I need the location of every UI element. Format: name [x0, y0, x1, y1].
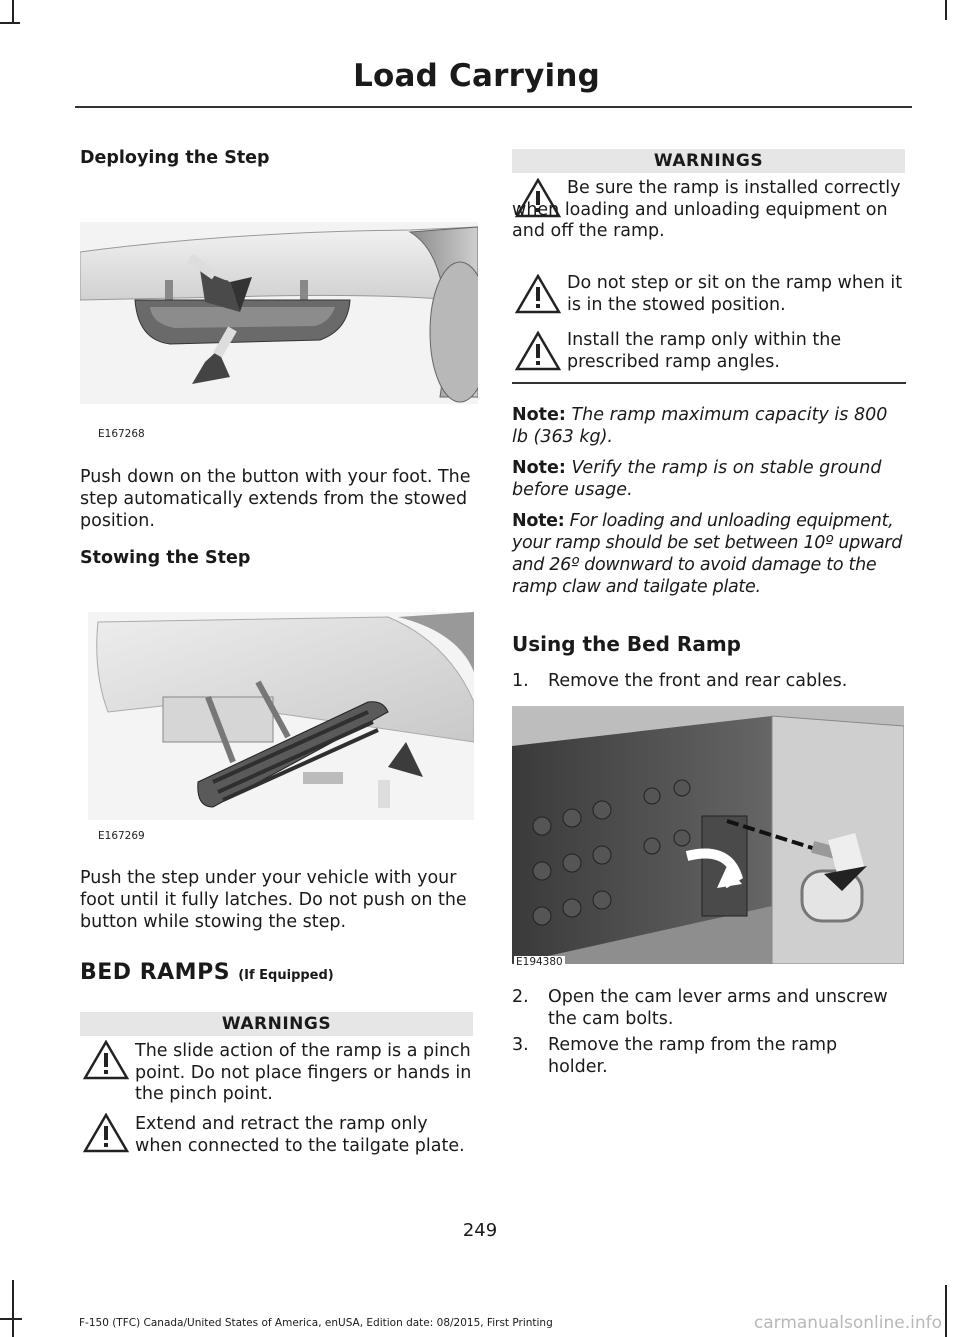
list-item: [512, 1034, 906, 1082]
list-item: [512, 670, 906, 694]
stow-step-heading: Stowing the Step: [80, 548, 251, 568]
watermark: carmanualsonline.info: [753, 1313, 942, 1333]
warnings-divider: [512, 382, 906, 384]
list-item-text: Remove the ramp from the ramp holder.: [548, 1035, 838, 1077]
note-text: For loading and unloading equipment, your ramp should be set between 10º upward and 26º downward to avoid damage to the ramp claw and tailgate plate.: [512, 511, 903, 597]
note-label: Note:: [512, 511, 565, 531]
figure-deploy-step: [80, 222, 478, 404]
warnings-header: WARNINGS: [80, 1012, 473, 1036]
figure-code: E194380: [516, 956, 563, 968]
warning-text: Do not step or sit on the ramp when it is in the stowed position.: [567, 273, 903, 315]
warning-text-content: Be sure the ramp is installed correctly when loading and unloading equipment on and off the ramp.: [512, 178, 901, 241]
figure-ramp-cables: [512, 706, 904, 964]
crop-mark: [12, 1280, 14, 1337]
warning-text: Install the ramp only within the prescribed ramp angles.: [567, 330, 842, 372]
note-text: Verify the ramp is on stable ground before usage.: [512, 458, 882, 500]
page-number: 249: [462, 1220, 498, 1241]
warning-triangle-icon: [515, 274, 561, 314]
section-title: [80, 960, 334, 985]
header-divider: [75, 106, 912, 108]
note-ramp-angle: [512, 510, 908, 598]
list-item-number: 2.: [512, 987, 529, 1007]
warning-text: [512, 178, 906, 243]
deploy-step-heading: Deploying the Step: [80, 148, 270, 168]
stow-instructions: Push the step under your vehicle with your foot until it fully latches. Do not push on the button while stowing the step.: [80, 868, 467, 932]
crop-mark: [945, 0, 947, 20]
list-item-text: Remove the front and rear cables.: [548, 671, 848, 691]
warning-triangle-icon: [515, 331, 561, 371]
note-text: The ramp maximum capacity is 800 lb (363 kg).: [512, 405, 888, 447]
note-label: Note:: [512, 405, 566, 425]
crop-mark: [0, 22, 20, 24]
warning-triangle-icon: [83, 1040, 129, 1080]
figure-code: E167268: [98, 428, 145, 440]
crop-mark: [12, 0, 14, 24]
note-stable-ground: [512, 457, 906, 501]
section-title-suffix: (If Equipped): [238, 968, 334, 983]
warning-text: Extend and retract the ramp only when connected to the tailgate plate.: [135, 1114, 465, 1156]
crop-mark: [945, 1285, 947, 1337]
note-capacity: [512, 404, 906, 448]
figure-code: E167269: [98, 830, 145, 842]
step-stow-illustration: [88, 612, 474, 820]
using-bed-ramp-heading: Using the Bed Ramp: [512, 632, 741, 656]
list-item: [512, 986, 906, 1034]
step-deploy-illustration: [80, 222, 478, 404]
list-item-number: 3.: [512, 1035, 529, 1055]
page-title: Load Carrying: [353, 58, 600, 94]
warning-triangle-icon: [83, 1113, 129, 1153]
ramp-cables-illustration: [512, 706, 904, 964]
figure-stow-step: [88, 612, 474, 820]
note-label: Note:: [512, 458, 566, 478]
deploy-instructions: Push down on the button with your foot. The step automatically extends from the stowed position.: [80, 467, 471, 531]
list-item-number: 1.: [512, 671, 529, 691]
warnings-header: WARNINGS: [512, 149, 905, 173]
crop-mark: [0, 1318, 22, 1320]
warning-text: The slide action of the ramp is a pinch point. Do not place fingers or hands in the pinch point.: [135, 1041, 472, 1104]
list-item-text: Open the cam lever arms and unscrew the cam bolts.: [548, 987, 888, 1029]
section-title-text: BED RAMPS: [80, 960, 231, 985]
footer-edition: F-150 (TFC) Canada/United States of America, enUSA, Edition date: 08/2015, First Printing: [79, 1317, 553, 1329]
